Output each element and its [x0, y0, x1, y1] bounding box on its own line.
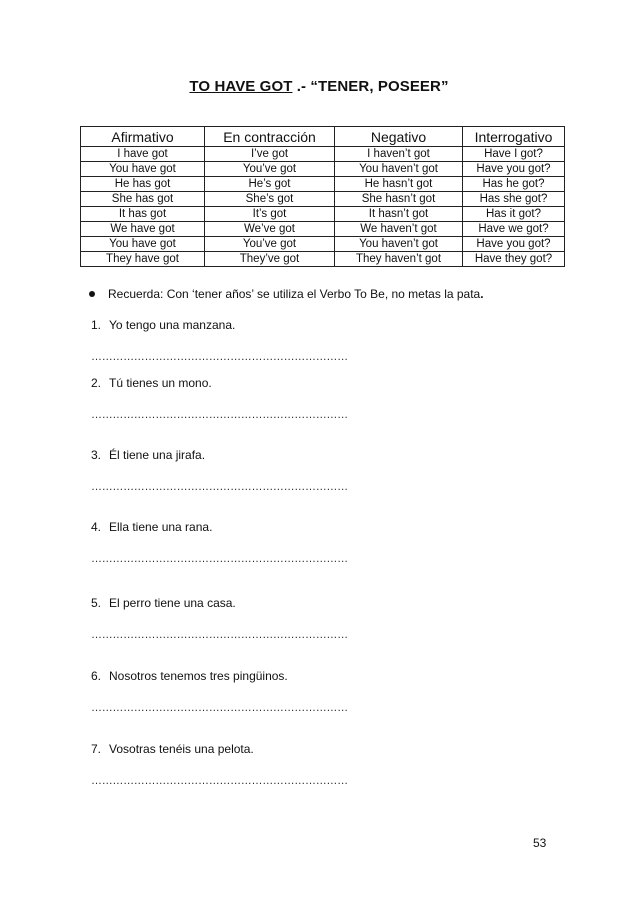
exercise-text: Nosotros tenemos tres pingüinos.	[109, 669, 288, 683]
exercise-item	[91, 669, 348, 714]
answer-line: ………………………………………………………………	[91, 481, 348, 493]
table-cell: We have got	[81, 222, 205, 237]
exercise-text: Ella tiene una rana.	[109, 520, 213, 534]
table-cell: I haven’t got	[335, 147, 463, 162]
bullet-icon	[89, 291, 95, 297]
exercise-question	[91, 520, 348, 534]
exercise-text: El perro tiene una casa.	[109, 596, 236, 610]
exercise-number: 2.	[91, 376, 102, 390]
answer-line: ………………………………………………………………	[91, 409, 348, 421]
page-title	[0, 78, 638, 95]
table-cell: Have they got?	[463, 252, 565, 267]
table-cell: He hasn’t got	[335, 177, 463, 192]
exercise-item	[91, 376, 348, 421]
table-cell: You’ve got	[205, 162, 335, 177]
table-row	[81, 177, 565, 192]
answer-line: ………………………………………………………………	[91, 702, 348, 714]
table-cell: She hasn’t got	[335, 192, 463, 207]
table-row	[81, 147, 565, 162]
table-row	[81, 222, 565, 237]
reminder-note	[89, 287, 484, 301]
reminder-text: Recuerda: Con ‘tener años’ se utiliza el Verbo To Be, no metas la pata	[108, 287, 481, 301]
table-cell: They haven’t got	[335, 252, 463, 267]
table-cell: You have got	[81, 162, 205, 177]
table-cell: I’ve got	[205, 147, 335, 162]
exercise-item	[91, 318, 348, 363]
exercise-question	[91, 596, 348, 610]
table-cell: Have I got?	[463, 147, 565, 162]
table-cell: She’s got	[205, 192, 335, 207]
exercise-item	[91, 596, 348, 641]
exercise-text: Él tiene una jirafa.	[109, 448, 206, 462]
table-row	[81, 192, 565, 207]
title-main: TO HAVE GOT	[189, 78, 293, 95]
table-header-row	[81, 127, 565, 147]
conjugation-table	[80, 126, 565, 267]
answer-line: ………………………………………………………………	[91, 775, 348, 787]
table-cell: It’s got	[205, 207, 335, 222]
exercise-item	[91, 448, 348, 493]
table-cell: He has got	[81, 177, 205, 192]
page-number: 53	[533, 836, 547, 850]
table-cell: She has got	[81, 192, 205, 207]
answer-line: ………………………………………………………………	[91, 351, 348, 363]
table-cell: He’s got	[205, 177, 335, 192]
table-cell: It has got	[81, 207, 205, 222]
exercise-text: Tú tienes un mono.	[109, 376, 212, 390]
header-negativo: Negativo	[335, 127, 463, 147]
table-cell: You’ve got	[205, 237, 335, 252]
exercise-number: 5.	[91, 596, 102, 610]
table-cell: We haven’t got	[335, 222, 463, 237]
exercise-question	[91, 669, 348, 683]
exercise-question	[91, 318, 348, 332]
exercise-item	[91, 520, 348, 565]
title-rest: .- “TENER, POSEER”	[292, 78, 449, 95]
table-row	[81, 207, 565, 222]
exercise-question	[91, 448, 348, 462]
exercise-number: 6.	[91, 669, 102, 683]
table-cell: They’ve got	[205, 252, 335, 267]
exercise-question	[91, 742, 348, 756]
table-cell: You haven’t got	[335, 237, 463, 252]
table-cell: We’ve got	[205, 222, 335, 237]
table-cell: Has it got?	[463, 207, 565, 222]
exercise-number: 1.	[91, 318, 102, 332]
reminder-end: .	[480, 287, 484, 301]
exercise-number: 3.	[91, 448, 102, 462]
table-row	[81, 237, 565, 252]
exercise-number: 7.	[91, 742, 102, 756]
exercise-question	[91, 376, 348, 390]
table-cell: It hasn’t got	[335, 207, 463, 222]
table-row	[81, 162, 565, 177]
exercise-text: Yo tengo una manzana.	[109, 318, 236, 332]
table-cell: Have you got?	[463, 237, 565, 252]
table-cell: Have you got?	[463, 162, 565, 177]
table-cell: Have we got?	[463, 222, 565, 237]
answer-line: ………………………………………………………………	[91, 553, 348, 565]
table-row	[81, 252, 565, 267]
table-cell: You haven’t got	[335, 162, 463, 177]
table-cell: They have got	[81, 252, 205, 267]
table-cell: I have got	[81, 147, 205, 162]
header-afirmativo: Afirmativo	[81, 127, 205, 147]
table-cell: You have got	[81, 237, 205, 252]
header-contraccion: En contracción	[205, 127, 335, 147]
exercise-number: 4.	[91, 520, 102, 534]
header-interrogativo: Interrogativo	[463, 127, 565, 147]
exercise-item	[91, 742, 348, 787]
table-cell: Has he got?	[463, 177, 565, 192]
answer-line: ………………………………………………………………	[91, 629, 348, 641]
table-cell: Has she got?	[463, 192, 565, 207]
exercise-text: Vosotras tenéis una pelota.	[109, 742, 254, 756]
